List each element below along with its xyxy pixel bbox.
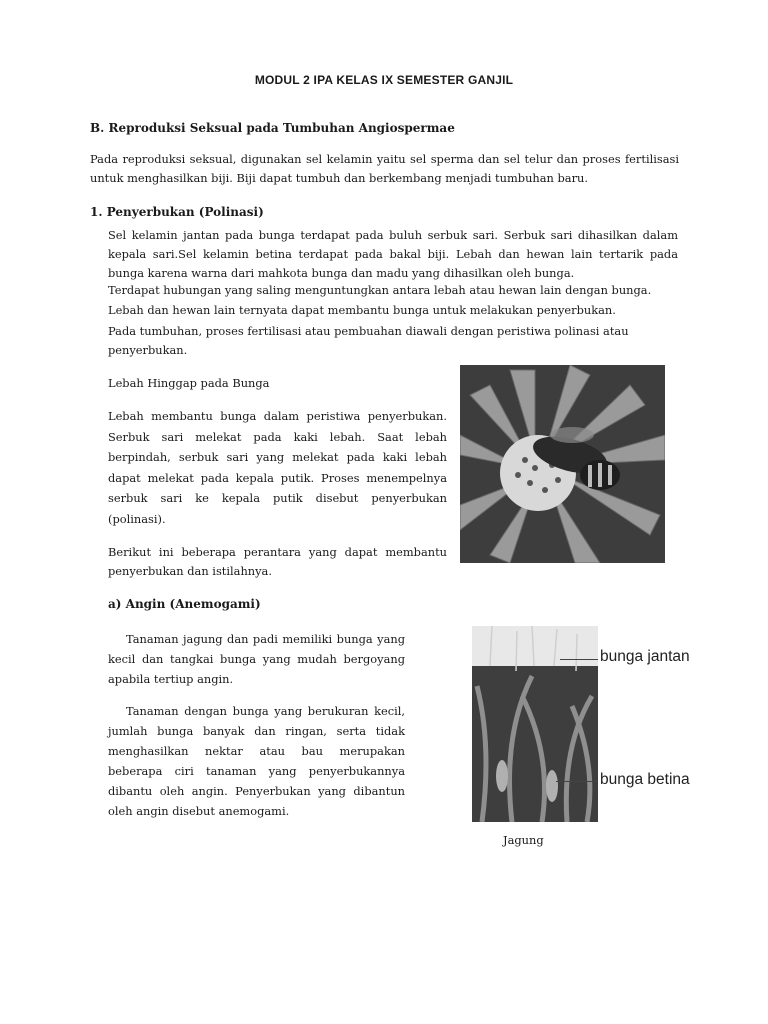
agents-intro-paragraph: Berikut ini beberapa perantara yang dapat membantu penyerbukan dan istilahnya. (108, 545, 447, 578)
subsection-heading-wind: a) Angin (Anemogami) (108, 597, 261, 611)
bee-help-line: Lebah dan hewan lain ternyata dapat membantu bunga untuk melakukan penyerbukan. (108, 303, 616, 317)
section-heading: B. Reproduksi Seksual pada Tumbuhan Angiospermae (90, 121, 455, 135)
bee-flower-image (460, 365, 665, 563)
intro-paragraph: Pada reproduksi seksual, digunakan sel kelamin yaitu sel sperma dan sel telur dan proses fertilisasi untuk menghasilkan biji. Biji dapat tumbuh dan berkembang menjadi tumbuhan baru. (90, 152, 679, 185)
label-bunga-betina: bunga betina (600, 771, 690, 788)
corn-image (472, 626, 598, 822)
pollination-paragraph: Sel kelamin jantan pada bunga terdapat pada buluh serbuk sari. Serbuk sari dihasilkan dalam kepala sari.Sel kelamin betina terdapat pada bakal biji. Lebah dan hewan lain tertarik pada bunga karena warna dari mahkota bunga dan madu yang dihasilkan oleh bunga. (108, 228, 678, 280)
female-label-line (556, 781, 598, 782)
wind-paragraph-1: Tanaman jagung dan padi memiliki bunga yang kecil dan tangkai bunga yang mudah bergoyang apabila tertiup angin. (108, 632, 405, 686)
bee-caption: Lebah Hinggap pada Bunga (108, 376, 270, 390)
page-title: MODUL 2 IPA KELAS IX SEMESTER GANJIL (254, 73, 514, 87)
bee-paragraph: Lebah membantu bunga dalam peristiwa penyerbukan. Serbuk sari melekat pada kaki lebah. Saat lebah berpindah, serbuk sari yang melekat pada kaki lebah dapat melekat pada kepala putik. Proses menempelnya serbuk sari ke kepala putik disebut penyerbukan (polinasi). (108, 409, 447, 526)
male-label-line (560, 659, 598, 660)
corn-caption: Jagung (503, 833, 544, 847)
symbiosis-line: Terdapat hubungan yang saling menguntungkan antara lebah atau hewan lain dengan bunga. (108, 283, 652, 297)
corn-illustration (472, 626, 598, 822)
wind-paragraph-2: Tanaman dengan bunga yang berukuran kecil, jumlah bunga banyak dan ringan, serta tidak menghasilkan nektar atau bau merupakan beberapa ciri tanaman yang penyerbukannya dibantu oleh angin. Penyerbukan yang dibantun oleh angin disebut anemogami. (108, 704, 405, 818)
fertilization-paragraph: Pada tumbuhan, proses fertilisasi atau pembuahan diawali dengan peristiwa polinasi atau penyerbukan. (108, 324, 629, 357)
label-bunga-jantan: bunga jantan (600, 648, 690, 665)
subsection-heading-pollination: 1. Penyerbukan (Polinasi) (90, 205, 264, 219)
bee-flower-illustration (460, 365, 665, 563)
